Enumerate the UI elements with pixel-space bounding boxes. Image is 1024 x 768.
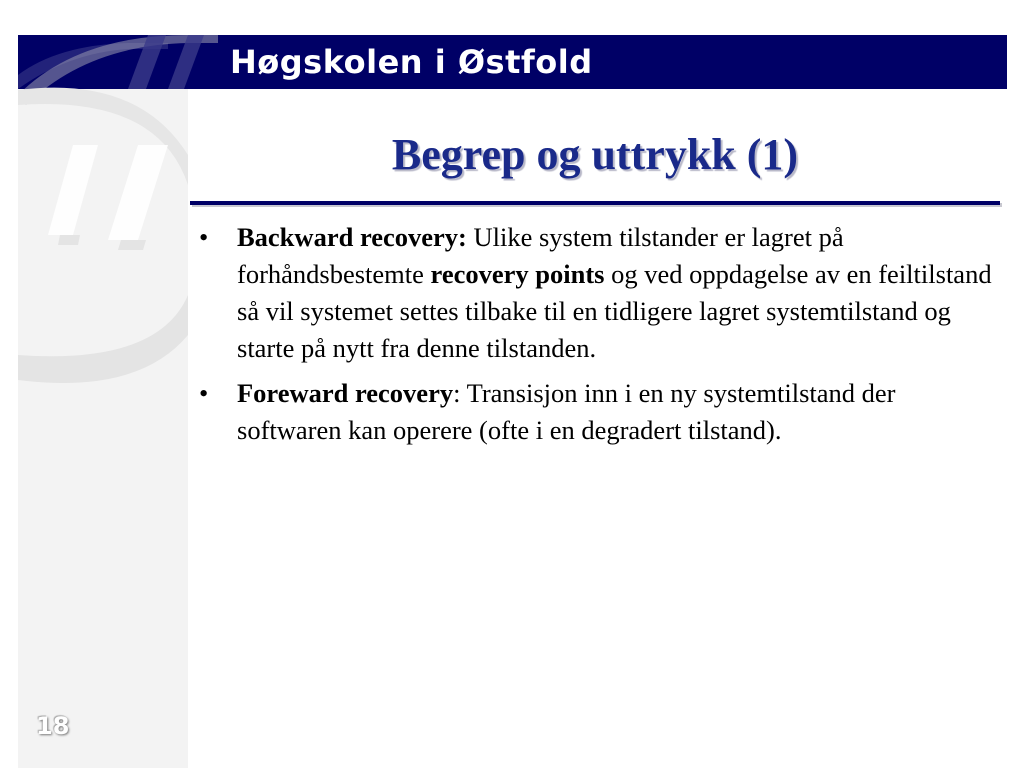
page-number: 18 <box>36 712 70 740</box>
bullet-item-backward-recovery <box>195 219 995 367</box>
bullet-dot-icon: • <box>199 222 209 252</box>
bullet-text: og ved oppdagelse av en feiltilstand så vil systemet settes tilbake til en tidligere lagret systemtilstand og starte på nytt fra denne tilstanden. <box>237 259 992 363</box>
bullet-text: : Transisjon inn i en ny systemtilstand der softwaren kan operere (ofte i en degradert tilstand). <box>237 378 896 445</box>
top-margin <box>0 0 1024 35</box>
institution-name: Høgskolen i Østfold <box>230 43 593 81</box>
term-backward-recovery: Backward recovery: <box>237 222 467 252</box>
slide-title: Begrep og uttrykk (1) <box>391 130 799 179</box>
bullet-text: Ulike system tilstander er lagret på forhåndsbestemte <box>237 222 844 289</box>
term-foreward-recovery: Foreward recovery <box>237 378 454 408</box>
bullet-list <box>195 219 995 457</box>
bullet-dot-icon: • <box>199 378 209 408</box>
bullet-item-foreward-recovery <box>195 375 995 449</box>
hiof-logo-graphic-icon <box>18 35 218 395</box>
term-recovery-points: recovery points <box>430 259 605 289</box>
title-underline <box>190 201 1000 205</box>
